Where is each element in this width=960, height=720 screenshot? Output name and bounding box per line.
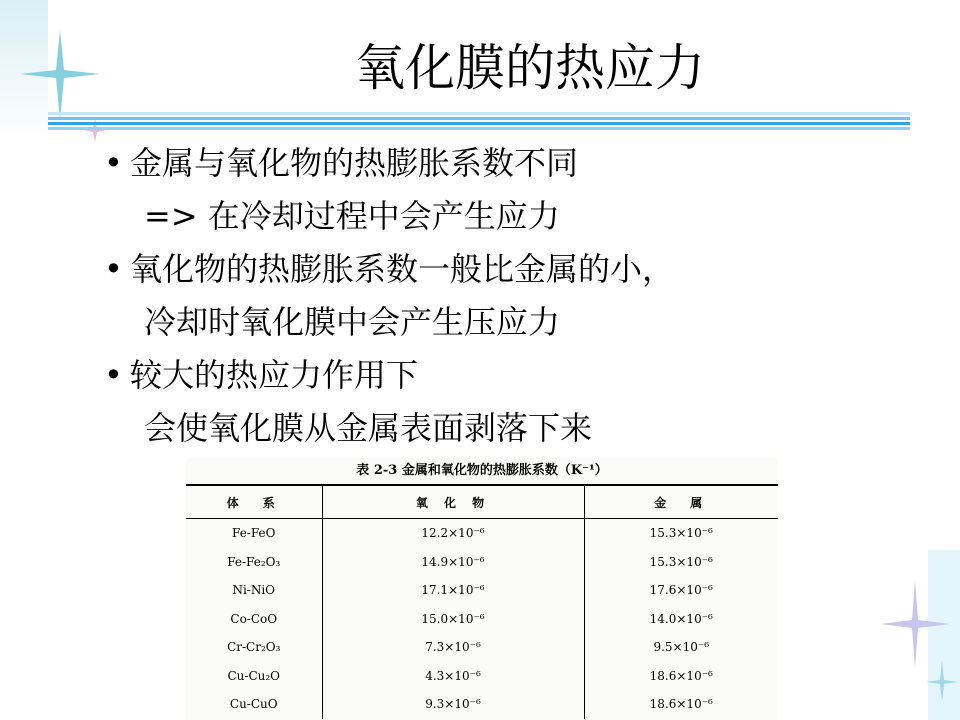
cell-oxide: 4.3×10⁻⁶ [322, 662, 584, 691]
table-header-row [186, 485, 778, 519]
header-system: 体 系 [226, 495, 281, 510]
bullet-continuation: => 在冷却过程中会产生应力 [144, 197, 560, 235]
cell-system: Cu-Cu₂O [227, 668, 281, 683]
table-row [186, 662, 778, 691]
sparkle-decoration-icon [880, 550, 960, 720]
table-row [186, 519, 778, 548]
bullet-continuation: 会使氧化膜从金属表面剥落下来 [144, 409, 593, 447]
cell-oxide: 7.3×10⁻⁶ [322, 633, 584, 662]
bullet-list [104, 137, 884, 455]
cell-metal: 18.6×10⁻⁶ [649, 668, 713, 683]
cell-metal: 17.6×10⁻⁶ [649, 583, 713, 598]
cell-metal: 15.3×10⁻⁶ [649, 554, 713, 569]
table-row [186, 548, 778, 577]
table-caption: 表 2-3 金属和氧化物的热膨胀系数（K⁻¹） [356, 463, 608, 478]
table-row [186, 690, 778, 719]
page-title: 氧化膜的热应力 [355, 39, 705, 97]
cell-system: Ni-NiO [232, 583, 276, 598]
table-row [186, 576, 778, 605]
cell-oxide: 12.2×10⁻⁶ [322, 519, 584, 548]
thermal-expansion-table [186, 458, 778, 720]
bullet-continuation: 冷却时氧化膜中会产生压应力 [144, 303, 561, 341]
cell-system: Cu-CuO [229, 697, 278, 712]
header-oxide: 氧 化 物 [322, 485, 584, 519]
cell-oxide: 15.0×10⁻⁶ [322, 605, 584, 634]
bullet-dot-icon: • [104, 250, 123, 288]
cell-oxide: 9.3×10⁻⁶ [322, 690, 584, 719]
cell-oxide: 14.9×10⁻⁶ [322, 548, 584, 577]
table-row [186, 633, 778, 662]
bullet-item: • 氧化物的热膨胀系数一般比金属的小， [104, 243, 884, 296]
cell-metal: 9.5×10⁻⁶ [653, 640, 710, 655]
bullet-dot-icon: • [104, 144, 123, 182]
table-row [186, 605, 778, 634]
header-metal: 金 属 [654, 495, 709, 510]
cell-metal: 15.3×10⁻⁶ [649, 526, 713, 541]
data-table [186, 484, 778, 719]
cell-system: Fe-FeO [232, 526, 276, 541]
cell-metal: 18.6×10⁻⁶ [649, 697, 713, 712]
bullet-item: • 金属与氧化物的热膨胀系数不同 [104, 137, 884, 190]
cell-system: Cr-Cr₂O₃ [227, 640, 281, 655]
cell-metal: 14.0×10⁻⁶ [649, 611, 713, 626]
bullet-item: • 较大的热应力作用下 [104, 349, 884, 402]
header-stripe-divider [48, 112, 910, 134]
cell-system: Fe-Fe₂O₃ [227, 554, 281, 569]
bullet-dot-icon: • [104, 356, 123, 394]
cell-oxide: 17.1×10⁻⁶ [322, 576, 584, 605]
cell-system: Co-CoO [230, 611, 278, 626]
